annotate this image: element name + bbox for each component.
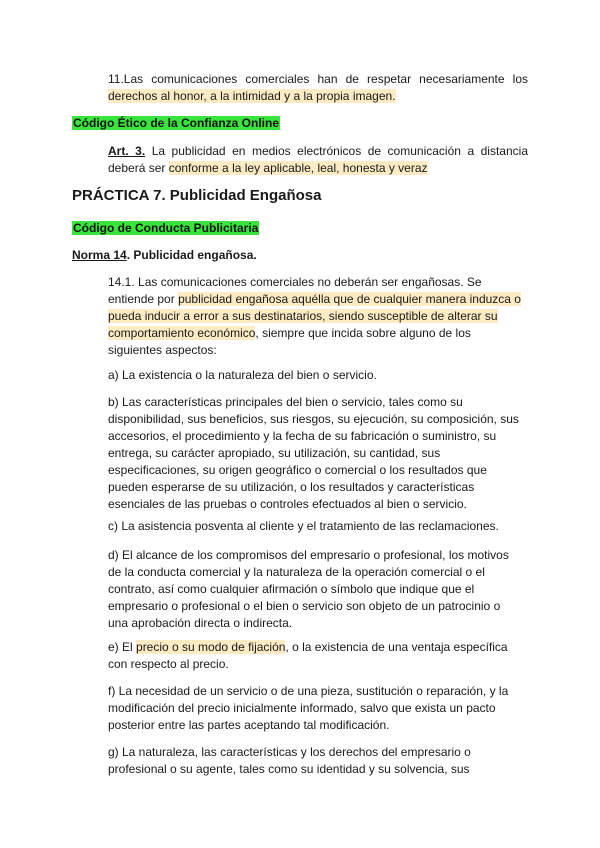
item-a: a) La existencia o la naturaleza del bien o servicio. [108,368,377,382]
item-f-line: posterior entre las partes aceptando tal modificación. [108,718,390,732]
item-11-line1: 11.Las comunicaciones comerciales han de respetar necesariamente los [108,72,528,86]
item-f-line: modificación del precio inicialmente informado, salvo que exista un pacto [108,701,496,715]
norma-14-label: Norma 14 [72,248,127,262]
item-d-line: una aprobación directa o indirecta. [108,616,293,630]
p141-line1: 14.1. Las comunicaciones comerciales no deberán ser engañosas. Se [108,275,482,289]
item-e-highlight: precio o su modo de fijación [136,640,286,654]
item-b-line: b) Las características principales del bien o servicio, tales como su [108,395,463,409]
item-e-b: , o la existencia de una ventaja específica [285,640,508,654]
item-d-line: empresario o profesional o el bien o servicio son objeto de un patrocinio o [108,599,501,613]
item-e [108,639,538,673]
codigo-etico-heading [72,115,280,132]
item-b [108,394,538,513]
item-11 [108,71,528,105]
item-11-highlight: derechos al honor, a la intimidad y a la propia imagen. [108,89,396,103]
p141-line5: siguientes aspectos: [108,343,217,357]
item-g-line: profesional o su agente, tales como su identidad y su solvencia, sus [108,762,470,776]
item-g [108,744,538,778]
codigo-etico-label: Código Ético de la Confianza Online [73,116,280,130]
item-g-line: g) La naturaleza, las características y los derechos del empresario o [108,745,471,759]
item-b-line: accesorios, el procedimiento y la fecha de su fabricación o suministro, su [108,429,497,443]
item-e-a: e) El [108,640,137,654]
paragraph-14-1 [108,274,533,359]
art-3-text1: La publicidad en medios electrónicos de comunicación a distancia [145,144,528,158]
item-e-line2: con respecto al precio. [108,657,229,671]
art-3 [108,143,528,177]
item-b-line: entrega, su carácter apropiado, su utilización, su cantidad, sus [108,446,441,460]
item-b-line: disponibilidad, sus beneficios, sus riesgos, su ejecución, su composición, sus [108,412,519,426]
item-d-line: d) El alcance de los compromisos del empresario o profesional, los motivos [108,548,509,562]
codigo-conducta-label: Código de Conducta Publicitaria [73,221,259,235]
item-f [108,683,538,734]
item-c: c) La asistencia posventa al cliente y el tratamiento de las reclamaciones. [108,519,499,533]
item-b-line: especificaciones, su origen geográfico o comercial o los resultados que [108,463,487,477]
p141-highlight-3: comportamiento económico [108,326,256,340]
norma-14-title: . Publicidad engañosa. [126,248,257,262]
item-d-line: contrato, así como cualquier afirmación o símbolo que indique que el [108,582,475,596]
norma-14-heading [72,247,257,264]
p141-c: , siempre que incida sobre alguno de los [255,326,471,340]
codigo-conducta-heading [72,220,259,237]
practica-title: PRÁCTICA 7. Publicidad Engañosa [72,187,322,204]
art-3-label: Art. 3. [108,144,146,158]
p141-highlight-2: pueda inducir a error a sus destinatarios, siendo susceptible de alterar su [108,309,498,323]
item-f-line: f) La necesidad de un servicio o de una pieza, sustitución o reparación, y la [108,684,509,698]
p141-b: entiende por [108,292,179,306]
item-b-line: esenciales de las pruebas o controles efectuados al bien o servicio. [108,497,467,511]
item-d-line: de la conducta comercial y la naturaleza de la operación comercial o el [108,565,485,579]
art-3-highlight: conforme a la ley aplicable, leal, honesta y veraz [168,161,428,175]
art-3-text2: deberá ser [108,161,169,175]
item-d [108,547,538,632]
p141-highlight-1: publicidad engañosa aquélla que de cualquier manera induzca o [178,292,521,306]
item-b-line: pueden esperarse de su utilización, o los resultados y características [108,480,475,494]
